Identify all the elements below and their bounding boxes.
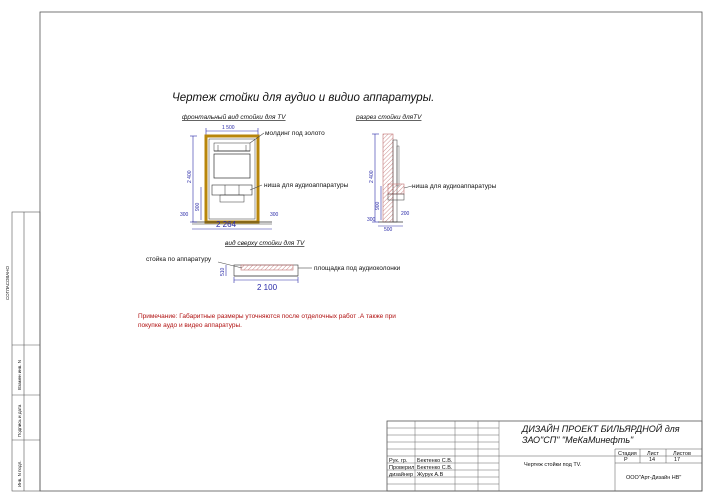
section-view-title: разрез стойки дляTV — [356, 114, 422, 121]
section-view — [355, 113, 497, 233]
front-right-ext-label: 300 — [270, 212, 279, 218]
top-platform-callout: площадка под аудиоколонки — [314, 265, 401, 272]
top-view-title: вид сверху стойки для TV — [225, 240, 305, 247]
front-height-label: 2 400 — [187, 170, 193, 183]
section-base-label: 300 — [367, 217, 376, 223]
top-view — [146, 239, 401, 292]
top-depth-label: 510 — [220, 267, 226, 276]
role-name: Бектенко С.В. — [417, 465, 453, 471]
front-niche — [212, 185, 252, 195]
project-title-line-2: ЗАО"СП" "МеКаМинефть" — [522, 435, 634, 445]
role-name: Журук А.В — [417, 472, 444, 478]
front-tv-screen — [214, 154, 250, 178]
front-molding-callout: молдинг под золото — [265, 130, 325, 137]
front-niche-callout: ниша для аудиоаппаратуры — [264, 182, 349, 189]
note-line-1: Примечание: Габаритные размеры уточняются после отделочных работ .А также при — [138, 313, 396, 320]
sheet-header: Лист — [647, 451, 659, 457]
role-label: дизайнер — [389, 472, 414, 478]
section-niche-height-label: 900 — [375, 201, 381, 210]
sheets-value: 17 — [674, 457, 681, 463]
top-stand — [241, 265, 293, 270]
side-strip — [5, 212, 40, 491]
role-label: Проверил — [389, 465, 415, 471]
section-niche-shelf — [388, 184, 404, 194]
stage-value: Р — [624, 457, 628, 463]
side-approved-label: СОГЛАСОВАНО — [5, 266, 10, 300]
side-inv-original-label: Инв. N подл. — [17, 460, 22, 487]
front-width-label: 1 500 — [222, 125, 235, 131]
section-height-label: 2 400 — [369, 170, 375, 183]
section-niche-callout: ниша для аудиоаппаратуры — [412, 183, 497, 190]
side-replaced-inv-label: Взамен инв. N — [17, 359, 22, 390]
section-depth-label: 500 — [384, 227, 393, 233]
top-stand-callout: стойка по аппаратуру — [146, 256, 212, 263]
project-title-line-1: ДИЗАЙН ПРОЕКТ БИЛЬЯРДНОЙ для — [522, 424, 680, 434]
front-left-ext-label: 300 — [180, 212, 189, 218]
role-label: Рук. гр. — [389, 458, 408, 464]
note-line-2: покупке аудо и видео аппаратуры. — [138, 322, 242, 329]
front-niche-height-label: 900 — [195, 202, 201, 211]
front-total-width-label: 2 264 — [216, 220, 237, 229]
stage-header: Стадия — [618, 451, 637, 457]
front-view-title: фронтальный вид стойки для TV — [182, 114, 286, 121]
role-name: Бектенко С.В. — [417, 458, 453, 464]
side-signature-date-label: Подпись и дата — [17, 404, 22, 437]
sheet-border — [40, 12, 702, 491]
drawing-title: Чертеж стойки для аудио и видио аппаратуры. — [172, 92, 435, 104]
title-block — [387, 421, 702, 491]
company-name: ООО"Арт-Дизайн НВ" — [626, 475, 682, 481]
section-right-label: 200 — [401, 211, 410, 217]
front-view — [180, 113, 349, 229]
sheet-value: 14 — [649, 457, 656, 463]
sheets-header: Листов — [673, 451, 691, 457]
top-width-label: 2 100 — [257, 283, 278, 292]
sheet-name: Чертеж стойки под TV. — [524, 462, 582, 468]
